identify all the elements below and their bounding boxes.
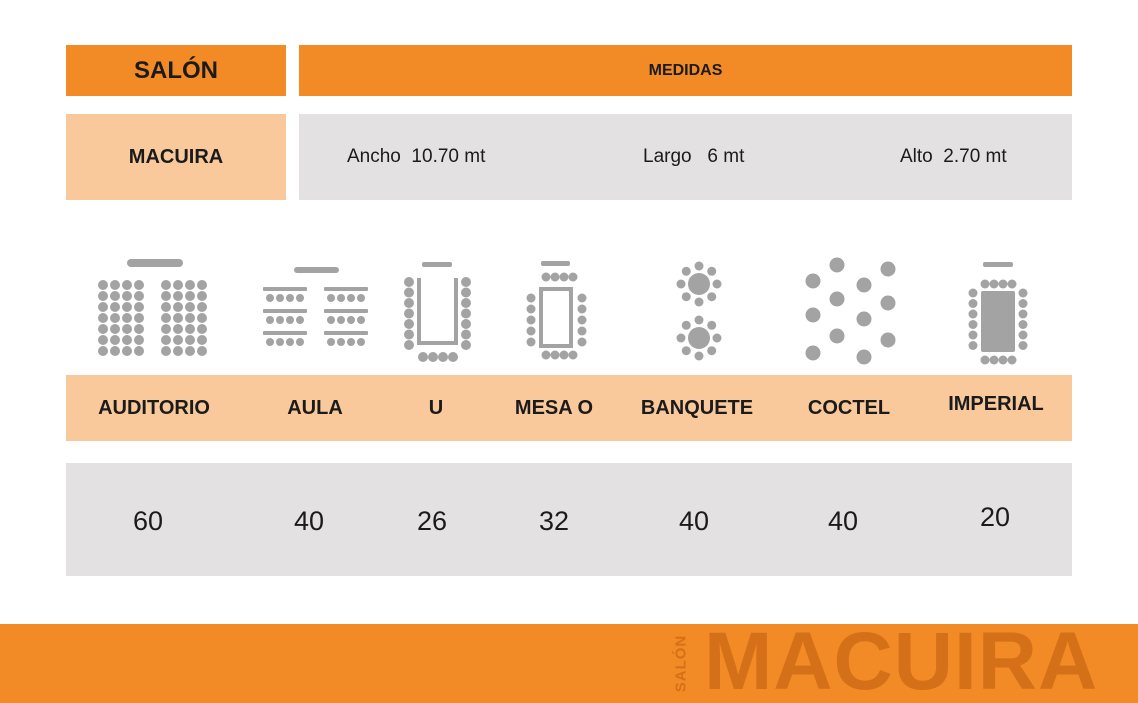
desk-bar xyxy=(263,287,307,291)
cocktail-table xyxy=(806,308,821,323)
cocktail-table xyxy=(881,296,896,311)
seat-dot xyxy=(276,294,284,302)
seat-dot xyxy=(122,302,132,312)
seat-dot xyxy=(713,280,722,289)
seat-dot xyxy=(404,277,414,287)
stage-bar xyxy=(127,259,183,267)
seat-dot xyxy=(197,280,207,290)
seat-dot xyxy=(707,267,716,276)
seat-dot xyxy=(1019,299,1028,308)
seat-dot xyxy=(185,346,195,356)
seat-dot xyxy=(404,298,414,308)
seat-dot xyxy=(981,356,990,365)
cocktail-table xyxy=(857,312,872,327)
seat-dot xyxy=(357,338,365,346)
seat-dot xyxy=(347,294,355,302)
seat-dot xyxy=(578,294,587,303)
seat-dot xyxy=(161,324,171,334)
setup-label-imperial: IMPERIAL xyxy=(948,392,1044,415)
seat-dot xyxy=(110,280,120,290)
seat-dot xyxy=(542,351,551,360)
seat-dot xyxy=(569,351,578,360)
seat-dot xyxy=(197,313,207,323)
seat-dot xyxy=(98,346,108,356)
capacity-aula: 40 xyxy=(293,506,325,536)
seat-dot xyxy=(695,352,704,361)
seat-dot xyxy=(578,338,587,347)
seat-dot xyxy=(134,291,144,301)
seat-dot xyxy=(98,313,108,323)
medidas-header: MEDIDAS xyxy=(299,45,1072,96)
seat-dot xyxy=(286,338,294,346)
capacity-imperial: 20 xyxy=(979,502,1011,532)
seat-dot xyxy=(173,324,183,334)
seat-dot xyxy=(161,280,171,290)
stage-bar xyxy=(983,262,1013,267)
seat-dot xyxy=(1008,280,1017,289)
seat-dot xyxy=(527,294,536,303)
seat-dot xyxy=(969,331,978,340)
seat-dot xyxy=(713,334,722,343)
seat-dot xyxy=(266,338,274,346)
seat-dot xyxy=(527,316,536,325)
seat-dot xyxy=(122,346,132,356)
desk-bar xyxy=(263,331,307,335)
seat-dot xyxy=(327,316,335,324)
seat-dot xyxy=(266,294,274,302)
seat-dot xyxy=(197,291,207,301)
seat-dot xyxy=(266,316,274,324)
round-table xyxy=(688,273,710,295)
seat-dot xyxy=(110,346,120,356)
seat-dot xyxy=(461,298,471,308)
seat-dot xyxy=(969,341,978,350)
auditorium-layout-icon xyxy=(98,259,207,356)
seat-dot xyxy=(551,273,560,282)
cocktail-table xyxy=(830,258,845,273)
seat-dot xyxy=(969,299,978,308)
seat-dot xyxy=(560,273,569,282)
boardroom-o-layout-icon xyxy=(527,261,587,360)
seat-dot xyxy=(578,316,587,325)
seat-dot xyxy=(578,305,587,314)
seat-dot xyxy=(98,291,108,301)
seat-dot xyxy=(98,335,108,345)
seat-dot xyxy=(461,330,471,340)
seat-dot xyxy=(682,321,691,330)
seat-dot xyxy=(990,356,999,365)
seat-dot xyxy=(418,352,428,362)
seat-dot xyxy=(707,321,716,330)
seat-dot xyxy=(969,320,978,329)
seat-dot xyxy=(969,289,978,298)
stage-bar xyxy=(294,267,339,273)
seat-dot xyxy=(276,338,284,346)
seat-dot xyxy=(999,280,1008,289)
desk-bar xyxy=(324,287,368,291)
stage-bar xyxy=(541,261,570,266)
seat-dot xyxy=(337,294,345,302)
seat-dot xyxy=(981,280,990,289)
seat-dot xyxy=(110,335,120,345)
seat-dot xyxy=(357,316,365,324)
cocktail-table xyxy=(857,350,872,365)
setup-label-auditorio: AUDITORIO xyxy=(98,396,210,419)
footer-band xyxy=(0,624,1138,703)
imperial-layout-icon xyxy=(969,262,1028,365)
cocktail-table xyxy=(830,329,845,344)
seat-dot xyxy=(134,302,144,312)
seat-dot xyxy=(999,356,1008,365)
seat-dot xyxy=(110,302,120,312)
seat-dot xyxy=(122,291,132,301)
seat-dot xyxy=(173,313,183,323)
seat-dot xyxy=(448,352,458,362)
seat-dot xyxy=(461,277,471,287)
seat-dot xyxy=(527,338,536,347)
seat-dot xyxy=(560,351,569,360)
seat-dot xyxy=(185,335,195,345)
setup-label-banquete: BANQUETE xyxy=(640,396,754,419)
seat-dot xyxy=(276,316,284,324)
seat-dot xyxy=(197,335,207,345)
seat-dot xyxy=(134,335,144,345)
seat-dot xyxy=(173,346,183,356)
seat-dot xyxy=(173,280,183,290)
seat-dot xyxy=(677,334,686,343)
dimension-largo: Largo 6 mt xyxy=(643,146,745,167)
round-table xyxy=(688,327,710,349)
stage-bar xyxy=(422,262,452,267)
seat-dot xyxy=(122,335,132,345)
seat-dot xyxy=(347,338,355,346)
cocktail-table xyxy=(830,292,845,307)
banquet-layout-icon xyxy=(677,262,722,361)
seat-dot xyxy=(185,313,195,323)
seat-dot xyxy=(110,313,120,323)
seat-dot xyxy=(1008,356,1017,365)
seat-dot xyxy=(707,346,716,355)
seat-dot xyxy=(461,319,471,329)
seat-dot xyxy=(134,280,144,290)
footer-salon-label: SALÓN xyxy=(672,634,690,692)
seat-dot xyxy=(161,346,171,356)
seat-dot xyxy=(461,288,471,298)
setup-label-u: U xyxy=(428,396,444,419)
seat-dot xyxy=(542,273,551,282)
cocktail-table xyxy=(806,346,821,361)
setup-label-aula: AULA xyxy=(287,396,343,419)
seat-dot xyxy=(1019,320,1028,329)
seat-dot xyxy=(173,291,183,301)
seat-dot xyxy=(161,291,171,301)
seat-dot xyxy=(173,302,183,312)
cocktail-table xyxy=(857,278,872,293)
capacity-auditorio: 60 xyxy=(132,506,164,536)
capacity-mesa-o: 32 xyxy=(538,506,570,536)
footer-room-title: MACUIRA xyxy=(704,624,1099,703)
capacity-values-bar xyxy=(66,463,1072,576)
seat-dot xyxy=(296,338,304,346)
seat-dot xyxy=(404,330,414,340)
setup-label-coctel: COCTEL xyxy=(807,396,891,419)
seat-dot xyxy=(327,294,335,302)
seat-dot xyxy=(337,338,345,346)
seat-dot xyxy=(1019,341,1028,350)
room-name: MACUIRA xyxy=(66,114,286,200)
seat-dot xyxy=(286,316,294,324)
dimension-ancho: Ancho 10.70 mt xyxy=(347,146,486,167)
seat-dot xyxy=(695,298,704,307)
seat-dot xyxy=(404,319,414,329)
seat-dot xyxy=(695,316,704,325)
seat-dot xyxy=(1019,289,1028,298)
seat-dot xyxy=(1019,331,1028,340)
seat-dot xyxy=(707,292,716,301)
seat-dot xyxy=(337,316,345,324)
cocktail-layout-icon xyxy=(806,258,896,365)
dimension-alto: Alto 2.70 mt xyxy=(900,146,1007,167)
seat-dot xyxy=(551,351,560,360)
seat-dot xyxy=(682,292,691,301)
seat-dot xyxy=(185,302,195,312)
capacity-coctel: 40 xyxy=(827,506,859,536)
seat-dot xyxy=(185,280,195,290)
seat-dot xyxy=(357,294,365,302)
cocktail-table xyxy=(881,262,896,277)
desk-bar xyxy=(324,331,368,335)
setup-labels-bar xyxy=(66,375,1072,441)
classroom-layout-icon xyxy=(263,267,368,346)
seat-dot xyxy=(286,294,294,302)
seat-dot xyxy=(134,346,144,356)
seat-dot xyxy=(122,280,132,290)
seat-dot xyxy=(98,324,108,334)
seat-dot xyxy=(1019,310,1028,319)
seat-dot xyxy=(173,335,183,345)
seat-dot xyxy=(110,291,120,301)
seat-dot xyxy=(134,313,144,323)
salon-header: SALÓN xyxy=(66,45,286,96)
seat-dot xyxy=(461,340,471,350)
cocktail-table xyxy=(881,333,896,348)
seat-dot xyxy=(438,352,448,362)
seat-dot xyxy=(990,280,999,289)
seat-dot xyxy=(122,324,132,334)
seat-dot xyxy=(677,280,686,289)
seat-dot xyxy=(404,288,414,298)
seat-dot xyxy=(404,340,414,350)
u-table-outline xyxy=(419,278,456,343)
cocktail-table xyxy=(806,274,821,289)
seat-dot xyxy=(98,302,108,312)
seat-dot xyxy=(161,335,171,345)
seat-dot xyxy=(161,302,171,312)
seat-dot xyxy=(161,313,171,323)
seat-dot xyxy=(969,310,978,319)
seat-dot xyxy=(197,324,207,334)
seat-dot xyxy=(682,267,691,276)
seat-dot xyxy=(461,309,471,319)
seat-dot xyxy=(185,291,195,301)
o-table-outline xyxy=(541,289,571,346)
seat-dot xyxy=(197,302,207,312)
long-table xyxy=(981,291,1015,352)
seat-dot xyxy=(197,346,207,356)
seat-dot xyxy=(327,338,335,346)
seat-dot xyxy=(578,327,587,336)
seat-dot xyxy=(185,324,195,334)
desk-bar xyxy=(324,309,368,313)
capacity-banquete: 40 xyxy=(678,506,710,536)
seat-dot xyxy=(695,262,704,271)
seat-dot xyxy=(527,305,536,314)
seat-dot xyxy=(347,316,355,324)
seat-dot xyxy=(134,324,144,334)
seat-dot xyxy=(110,324,120,334)
seat-dot xyxy=(682,346,691,355)
u-shape-layout-icon xyxy=(404,262,471,362)
seat-dot xyxy=(122,313,132,323)
seat-dot xyxy=(404,309,414,319)
seat-dot xyxy=(296,294,304,302)
seat-dot xyxy=(569,273,578,282)
desk-bar xyxy=(263,309,307,313)
seat-dot xyxy=(428,352,438,362)
seat-dot xyxy=(527,327,536,336)
seat-dot xyxy=(296,316,304,324)
capacity-u: 26 xyxy=(416,506,448,536)
setup-label-mesa-o: MESA O xyxy=(514,396,594,419)
seat-dot xyxy=(98,280,108,290)
